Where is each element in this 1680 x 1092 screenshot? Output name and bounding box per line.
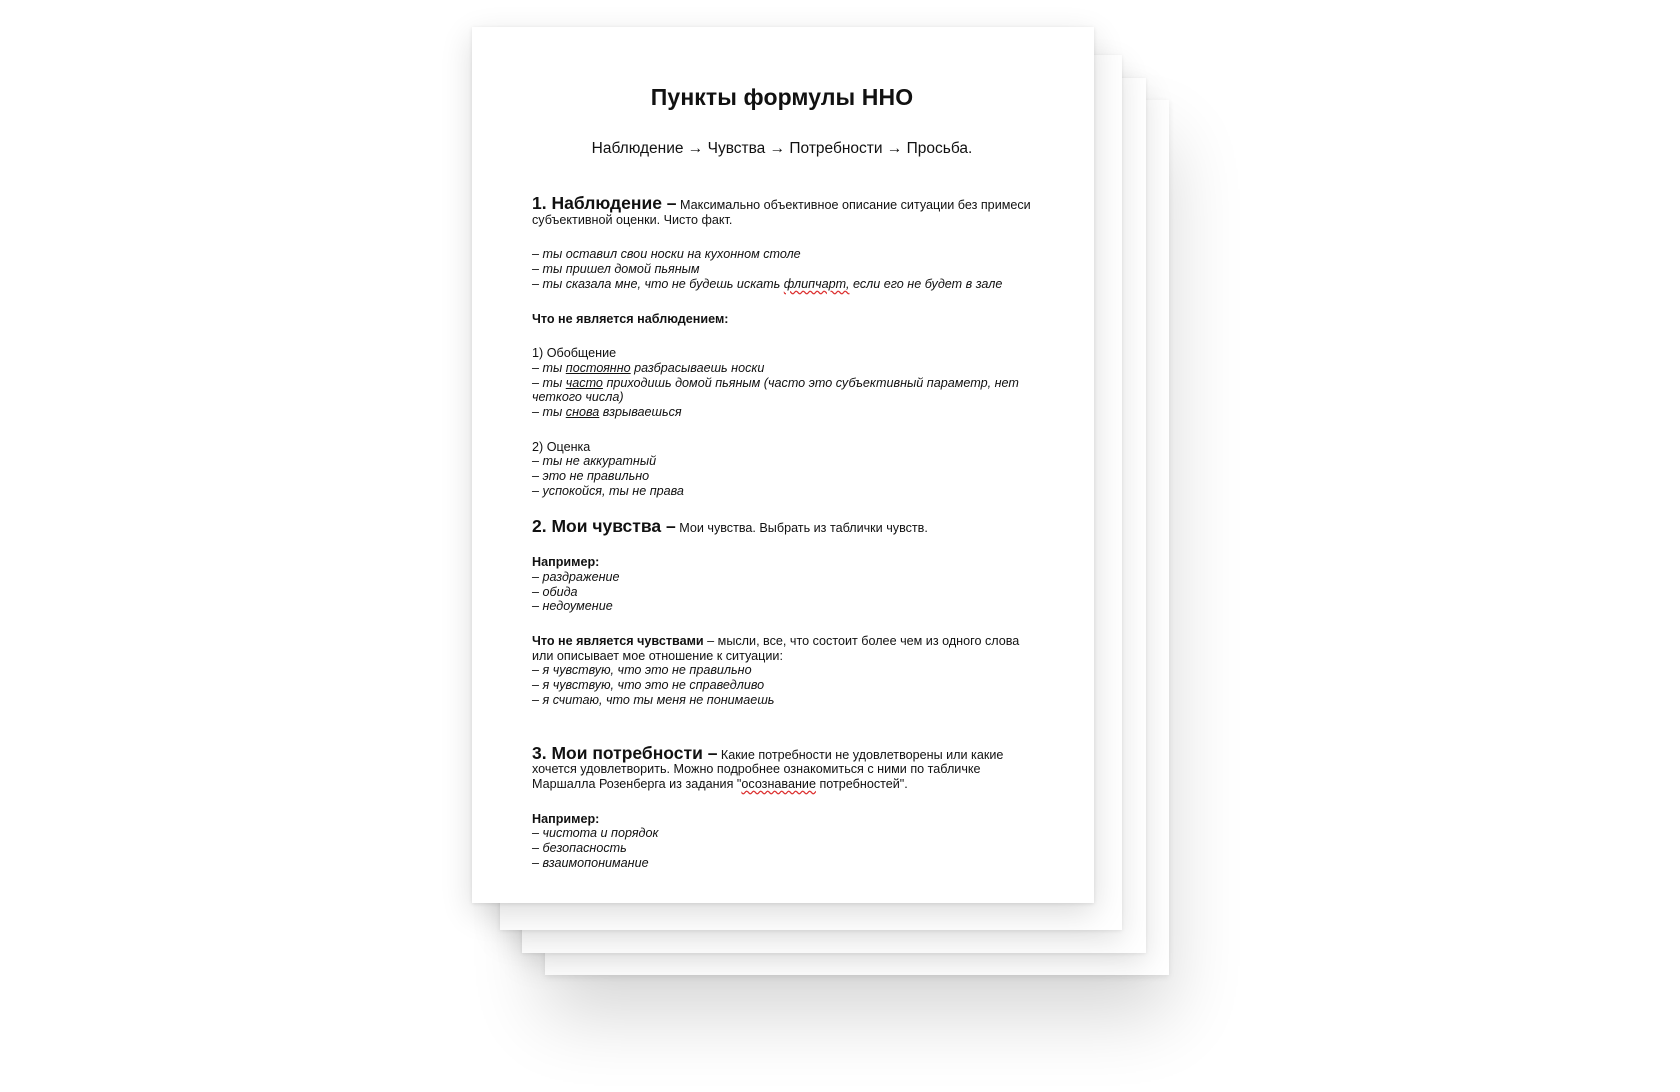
not-observation-heading: Что не является наблюдением: <box>532 311 729 326</box>
example-label: Например: <box>532 811 600 826</box>
section-description: Какие потребности не удовлетворены или какие хочется удовлетворить. Можно подробнее ознакомиться с ними по табличке Маршалла Розенберга из задания " <box>532 747 1004 791</box>
section-heading: 1. Наблюдение – <box>532 193 677 213</box>
example-text: разбрасываешь носки <box>630 360 765 375</box>
example-item: – это не правильно <box>532 469 650 484</box>
document-content <box>532 82 1032 871</box>
not-feelings-text: – мысли, все, что состоит более чем из одного слова или описывает мое отношение к ситуации: <box>532 634 1020 663</box>
section-description: потребностей". <box>815 776 908 791</box>
section-description: Мои чувства. Выбрать из таблички чувств. <box>675 520 928 535</box>
underlined-word: постоянно <box>565 360 631 375</box>
underlined-word: снова <box>565 405 600 420</box>
not-feelings-paragraph <box>532 634 1032 663</box>
example-item: – я чувствую, что это не справедливо <box>532 678 765 693</box>
example-item <box>532 277 1032 292</box>
section-feelings <box>532 515 1032 536</box>
example-text: – ты сказала мне, что не будешь искать <box>532 276 784 291</box>
example-text: – ты <box>532 375 566 390</box>
example-text: – ты <box>532 405 566 420</box>
example-item: – безопасность <box>532 841 627 856</box>
example-item: – я чувствую, что это не правильно <box>532 663 752 678</box>
example-text: – ты <box>532 360 566 375</box>
example-item: – недоумение <box>532 599 613 614</box>
section-description: Максимально объективное описание ситуации без примеси субъективной оценки. Чисто факт. <box>532 198 1031 227</box>
evaluation-label: 2) Оценка <box>532 439 591 454</box>
spellcheck-flagged-word: осознавание <box>741 776 816 791</box>
example-item: – взаимопонимание <box>532 855 649 870</box>
example-item: – успокойся, ты не права <box>532 483 684 498</box>
document-title: Пункты формулы ННО <box>650 84 914 110</box>
example-item <box>532 361 1032 376</box>
example-item: – раздражение <box>532 569 620 584</box>
generalization-label: 1) Обобщение <box>532 346 617 361</box>
spellcheck-flagged-word: флипчарт, <box>783 276 850 291</box>
example-label: Например: <box>532 555 600 570</box>
example-item <box>532 405 1032 420</box>
not-feelings-heading: Что не является чувствами <box>532 634 704 649</box>
example-item: – чистота и порядок <box>532 826 659 841</box>
example-item: – ты оставил свои носки на кухонном столе <box>532 247 801 262</box>
example-text: если его не будет в зале <box>849 276 1003 291</box>
example-item <box>532 376 1032 405</box>
example-item: – ты не аккуратный <box>532 454 657 469</box>
underlined-word: часто <box>565 375 603 390</box>
example-item: – я считаю, что ты меня не понимаешь <box>532 692 775 707</box>
section-observation <box>532 193 1032 227</box>
formula-line: Наблюдение → Чувства → Потребности → Просьба. <box>591 140 973 157</box>
example-item: – ты пришел домой пьяным <box>532 262 700 277</box>
example-item: – обида <box>532 584 578 599</box>
section-needs <box>532 742 1032 792</box>
example-text: взрываешься <box>599 405 682 420</box>
section-heading: 2. Мои чувства – <box>532 515 676 536</box>
section-heading: 3. Мои потребности – <box>532 742 718 763</box>
example-text: приходишь домой пьяным (часто это субъективный параметр, нет четкого числа) <box>532 375 1019 405</box>
